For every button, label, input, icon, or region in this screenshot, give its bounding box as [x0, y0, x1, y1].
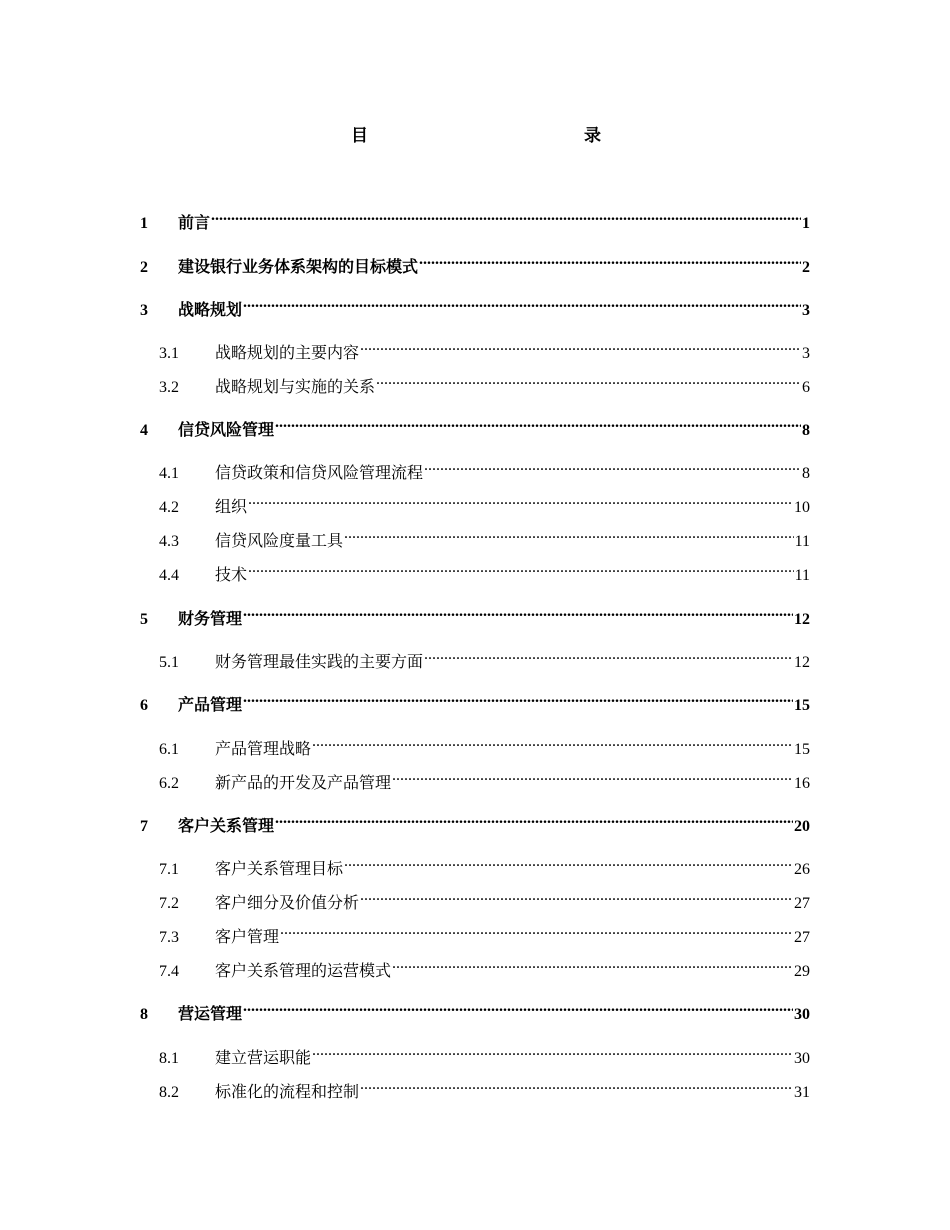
toc-entry-number: 8 — [140, 1006, 148, 1023]
toc-entry-page: 30 — [794, 1006, 810, 1023]
toc-leader-dots — [248, 556, 794, 580]
toc-entry-page: 3 — [802, 345, 810, 362]
toc-subentry[interactable] — [140, 368, 810, 396]
toc-entry-number: 8.1 — [159, 1050, 179, 1067]
toc-entry-label: 产品管理战略 — [215, 741, 312, 758]
toc-entry-number: 7.1 — [159, 861, 179, 878]
toc-entry-page: 12 — [794, 611, 810, 628]
toc-entry-page: 11 — [794, 567, 810, 584]
toc-entry-page: 29 — [794, 963, 810, 980]
toc-entry-label: 客户关系管理目标 — [215, 861, 344, 878]
toc-leader-dots — [312, 1039, 793, 1063]
toc-entry-number: 3.1 — [159, 345, 179, 362]
toc-subentry[interactable] — [140, 1039, 810, 1067]
toc-entry-page: 8 — [802, 465, 810, 482]
toc-entry-label: 信贷风险管理 — [178, 422, 275, 439]
toc-entry-page: 27 — [794, 895, 810, 912]
toc-subentry[interactable] — [140, 1073, 810, 1101]
toc-entry-label: 财务管理 — [178, 611, 243, 628]
toc-subentry[interactable] — [140, 730, 810, 758]
toc-entry-label: 信贷风险度量工具 — [215, 533, 344, 550]
toc-leader-dots — [243, 291, 801, 315]
toc-subentry[interactable] — [140, 884, 810, 912]
toc-entry[interactable] — [140, 995, 810, 1023]
toc-entry-page: 11 — [794, 533, 810, 550]
toc-entry-label: 建立营运职能 — [215, 1050, 312, 1067]
toc-subentry[interactable] — [140, 334, 810, 362]
toc-leader-dots — [275, 807, 793, 831]
toc-entry[interactable] — [140, 291, 810, 319]
toc-entry-number: 6 — [140, 697, 148, 714]
toc-entry[interactable] — [140, 204, 810, 232]
toc-subentry[interactable] — [140, 556, 810, 584]
toc-entry-page: 20 — [794, 818, 810, 835]
toc-subentry[interactable] — [140, 454, 810, 482]
toc-entry-number: 4.4 — [159, 567, 179, 584]
toc-entry-number: 1 — [140, 215, 148, 232]
toc-entry-page: 16 — [794, 775, 810, 792]
toc-entry-number: 3 — [140, 302, 148, 319]
toc-entry-label: 财务管理最佳实践的主要方面 — [215, 654, 424, 671]
toc-entry-label: 组织 — [215, 499, 248, 516]
toc-entry-label: 战略规划 — [178, 302, 243, 319]
toc-entry[interactable] — [140, 807, 810, 835]
toc-leader-dots — [243, 995, 793, 1019]
toc-entry-number: 4.2 — [159, 499, 179, 516]
toc-entry-number: 6.1 — [159, 741, 179, 758]
toc-leader-dots — [312, 730, 793, 754]
toc-entry-page: 8 — [802, 422, 810, 439]
toc-entry-label: 信贷政策和信贷风险管理流程 — [215, 465, 424, 482]
toc-leader-dots — [248, 488, 793, 512]
toc-leader-dots — [424, 643, 793, 667]
toc-entry-page: 12 — [794, 654, 810, 671]
toc-entry-label: 技术 — [215, 567, 248, 584]
toc-leader-dots — [344, 850, 793, 874]
toc-leader-dots — [360, 334, 801, 358]
toc-entry-number: 4.3 — [159, 533, 179, 550]
toc-entry[interactable] — [140, 248, 810, 276]
toc-entry[interactable] — [140, 686, 810, 714]
toc-entry-page: 10 — [794, 499, 810, 516]
toc-entry-number: 6.2 — [159, 775, 179, 792]
toc-entry-number: 5.1 — [159, 654, 179, 671]
toc-entry-label: 前言 — [178, 215, 211, 232]
toc-entry-label: 客户细分及价值分析 — [215, 895, 360, 912]
toc-entry-page: 26 — [794, 861, 810, 878]
toc-leader-dots — [360, 1073, 793, 1097]
toc-entry-label: 产品管理 — [178, 697, 243, 714]
toc-title-char-1: 目 — [351, 126, 368, 145]
toc-entry-page: 27 — [794, 929, 810, 946]
toc-entry-label: 客户关系管理 — [178, 818, 275, 835]
toc-leader-dots — [243, 686, 793, 710]
toc-leader-dots — [243, 600, 793, 624]
toc-entry-number: 7.4 — [159, 963, 179, 980]
toc-leader-dots — [211, 204, 801, 228]
toc-entry-number: 7.2 — [159, 895, 179, 912]
toc-leader-dots — [280, 918, 793, 942]
toc-entry-label: 标准化的流程和控制 — [215, 1084, 360, 1101]
toc-leader-dots — [424, 454, 801, 478]
toc-entry-page: 6 — [802, 379, 810, 396]
toc-entry-number: 4 — [140, 422, 148, 439]
toc-entry-page: 15 — [794, 697, 810, 714]
toc-entry-label: 客户关系管理的运营模式 — [215, 963, 392, 980]
toc-leader-dots — [392, 952, 793, 976]
toc-leader-dots — [392, 764, 793, 788]
toc-entry-label: 战略规划与实施的关系 — [215, 379, 376, 396]
toc-entry-number: 7.3 — [159, 929, 179, 946]
toc-subentry[interactable] — [140, 522, 810, 550]
toc-entry-label: 客户管理 — [215, 929, 280, 946]
toc-entry-number: 7 — [140, 818, 148, 835]
toc-entry-page: 30 — [794, 1050, 810, 1067]
toc-leader-dots — [344, 522, 794, 546]
toc-title-char-2: 录 — [584, 126, 601, 145]
toc-subentry[interactable] — [140, 643, 810, 671]
toc-entry[interactable] — [140, 411, 810, 439]
toc-entry-number: 5 — [140, 611, 148, 628]
toc-subentry[interactable] — [140, 850, 810, 878]
toc-entry-label: 战略规划的主要内容 — [215, 345, 360, 362]
toc-entry-page: 31 — [794, 1084, 810, 1101]
toc-entry[interactable] — [140, 600, 810, 628]
toc-subentry[interactable] — [140, 764, 810, 792]
toc-entry-page: 15 — [794, 741, 810, 758]
toc-leader-dots — [376, 368, 801, 392]
toc-entry-number: 8.2 — [159, 1084, 179, 1101]
toc-leader-dots — [360, 884, 793, 908]
toc-entry-number: 2 — [140, 259, 148, 276]
toc-entry-label: 新产品的开发及产品管理 — [215, 775, 392, 792]
toc-subentry[interactable] — [140, 918, 810, 946]
toc-entry-page: 3 — [802, 302, 810, 319]
toc-leader-dots — [419, 248, 801, 272]
toc-leader-dots — [275, 411, 801, 435]
toc-entry-page: 2 — [802, 259, 810, 276]
toc-entry-number: 4.1 — [159, 465, 179, 482]
toc-entry-number: 3.2 — [159, 379, 179, 396]
toc-subentry[interactable] — [140, 488, 810, 516]
toc-title — [0, 121, 950, 147]
toc-entry-label: 建设银行业务体系架构的目标模式 — [178, 259, 419, 276]
toc-entry-page: 1 — [802, 215, 810, 232]
toc-subentry[interactable] — [140, 952, 810, 980]
toc-entry-label: 营运管理 — [178, 1006, 243, 1023]
